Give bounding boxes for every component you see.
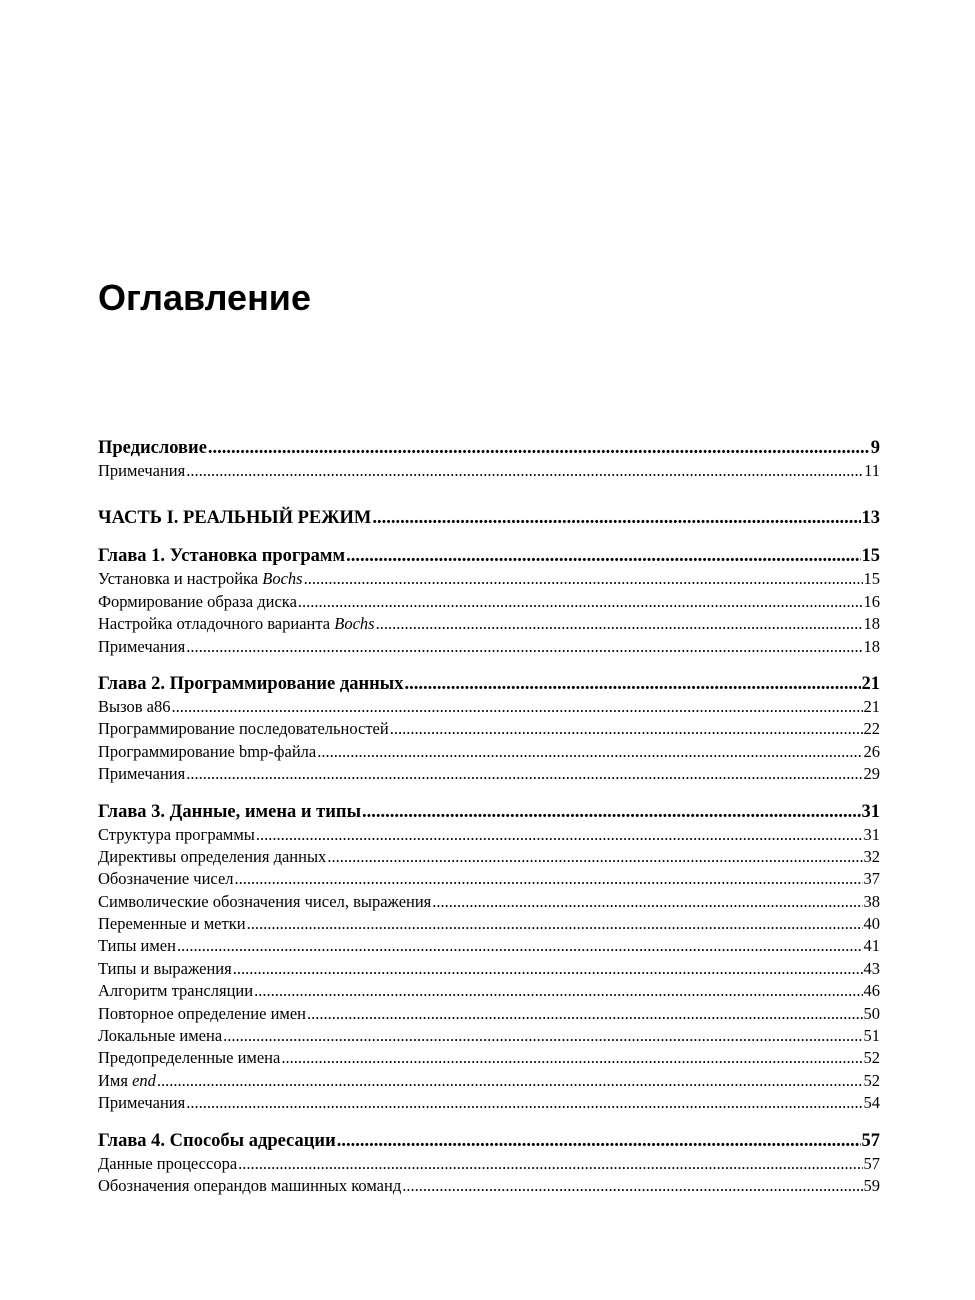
toc-entry-title-part: ЧАСТЬ I. РЕАЛЬНЫЙ РЕЖИМ bbox=[98, 508, 372, 529]
toc-entry-title-part: Переменные и метки bbox=[98, 914, 246, 934]
toc-entry-title bbox=[98, 591, 297, 613]
toc-page-number: 57 bbox=[863, 1153, 880, 1173]
toc-entry-title bbox=[98, 741, 316, 763]
toc-chapter-entry bbox=[98, 506, 880, 530]
toc-entry-title-part: Bochs bbox=[262, 569, 303, 589]
toc-entry-title bbox=[98, 763, 185, 785]
toc-leader-dots bbox=[186, 1092, 862, 1114]
toc-leader-dots bbox=[208, 436, 870, 460]
toc-entry-title-part: Локальные имена bbox=[98, 1026, 223, 1046]
toc-page-number: 51 bbox=[863, 1026, 880, 1046]
toc-entry-title-part: Предисловие bbox=[98, 438, 207, 458]
toc-section-entry bbox=[98, 913, 880, 935]
toc-leader-dots bbox=[186, 763, 862, 785]
toc-page-number: 57 bbox=[861, 1130, 880, 1151]
toc-leader-dots bbox=[157, 1070, 863, 1092]
toc-section-entry bbox=[98, 868, 880, 890]
toc-page-number: 13 bbox=[861, 508, 880, 529]
toc-leader-dots bbox=[327, 846, 862, 868]
toc-section-entry bbox=[98, 718, 880, 740]
toc-leader-dots bbox=[390, 718, 863, 740]
toc-entry-title-part: Структура программы bbox=[98, 824, 255, 844]
toc-page-number: 18 bbox=[863, 636, 880, 656]
toc-entry-title bbox=[98, 913, 246, 935]
toc-entry-title bbox=[98, 846, 326, 868]
toc-leader-dots bbox=[307, 1003, 862, 1025]
toc-entry-title bbox=[98, 1025, 222, 1047]
toc-entry-title bbox=[98, 1175, 401, 1197]
toc-leader-dots bbox=[298, 591, 863, 613]
toc-entry-title-part: Вызов a86 bbox=[98, 696, 171, 716]
toc-entry-title bbox=[98, 506, 371, 530]
toc-leader-dots bbox=[256, 824, 863, 846]
toc-leader-dots bbox=[362, 800, 860, 824]
toc-section-entry bbox=[98, 1070, 880, 1092]
toc-page-number: 15 bbox=[863, 569, 880, 589]
toc-page-number: 11 bbox=[864, 461, 880, 480]
toc-page-number: 15 bbox=[861, 546, 880, 567]
toc-leader-dots bbox=[402, 1175, 862, 1197]
toc-entry-title-part: end bbox=[132, 1070, 156, 1090]
toc-section-entry bbox=[98, 613, 880, 635]
toc-leader-dots bbox=[238, 1153, 862, 1175]
toc-entry-title-part: Программирование bmp-файла bbox=[98, 741, 317, 761]
toc-entry-title bbox=[98, 958, 232, 980]
toc-section-entry bbox=[98, 1047, 880, 1069]
toc-leader-dots bbox=[223, 1025, 862, 1047]
toc-leader-dots bbox=[172, 696, 863, 718]
toc-entry-title bbox=[98, 696, 171, 718]
toc-section-entry bbox=[98, 591, 880, 613]
toc-entry-title bbox=[98, 436, 207, 460]
toc-section-entry bbox=[98, 1025, 880, 1047]
toc-section-entry bbox=[98, 460, 880, 482]
toc-entry-title bbox=[98, 980, 253, 1002]
toc-entry-title bbox=[98, 1153, 237, 1175]
toc-leader-dots bbox=[317, 741, 862, 763]
toc-page-number: 9 bbox=[870, 438, 880, 458]
toc-chapter-entry bbox=[98, 436, 880, 460]
toc-section-entry bbox=[98, 741, 880, 763]
toc-entry-title-part: Типы и выражения bbox=[98, 958, 232, 978]
toc-page-number: 43 bbox=[863, 958, 880, 978]
toc-entry-title-part: Данные процессора bbox=[98, 1153, 238, 1173]
toc-entry-title bbox=[98, 935, 176, 957]
toc-entry-title bbox=[98, 672, 404, 696]
toc-section-entry bbox=[98, 824, 880, 846]
toc-section-entry bbox=[98, 1092, 880, 1114]
toc-leader-dots bbox=[432, 891, 862, 913]
toc-entry-title-part: Примечания bbox=[98, 1093, 186, 1113]
toc-leader-dots bbox=[372, 506, 860, 530]
toc-chapter-entry bbox=[98, 1129, 880, 1153]
toc-page-number: 50 bbox=[863, 1003, 880, 1023]
toc-section-entry bbox=[98, 958, 880, 980]
toc-entry-title bbox=[98, 800, 361, 824]
toc-section-entry bbox=[98, 1153, 880, 1175]
toc-page-number: 40 bbox=[863, 914, 880, 934]
toc-page-number: 54 bbox=[863, 1093, 880, 1113]
toc-entry-title-part: Примечания bbox=[98, 636, 186, 656]
toc-page-number: 21 bbox=[863, 696, 880, 716]
toc-entry-title-part: Глава 1. Установка программ bbox=[98, 546, 346, 567]
toc-entry-title bbox=[98, 1092, 185, 1114]
toc-leader-dots bbox=[304, 568, 863, 590]
toc-chapter-entry bbox=[98, 544, 880, 568]
toc-page-number: 59 bbox=[863, 1175, 880, 1195]
toc-entry-title bbox=[98, 891, 431, 913]
toc-entry-title-part: Алгоритм трансляции bbox=[98, 981, 254, 1001]
toc-entry-title-part: Глава 2. Программирование данных bbox=[98, 673, 404, 694]
toc-entry-title bbox=[98, 460, 185, 482]
toc-section-entry bbox=[98, 846, 880, 868]
toc-entry-title bbox=[98, 636, 185, 658]
toc-entry-title bbox=[98, 1129, 336, 1153]
toc-entry-title-part: Глава 4. Способы адресации bbox=[98, 1130, 336, 1151]
toc-entry-title bbox=[98, 1003, 306, 1025]
toc-section-entry bbox=[98, 636, 880, 658]
toc-section-entry bbox=[98, 980, 880, 1002]
toc-section-entry bbox=[98, 1003, 880, 1025]
toc-section-entry bbox=[98, 935, 880, 957]
toc-section-entry bbox=[98, 568, 880, 590]
toc-chapter-entry bbox=[98, 800, 880, 824]
toc-entry-title-part: Bochs bbox=[334, 614, 375, 634]
toc-entry-title bbox=[98, 544, 345, 568]
toc-page-number: 26 bbox=[863, 741, 880, 761]
toc-entry-title-part: Типы имен bbox=[98, 936, 176, 956]
toc-section-entry bbox=[98, 891, 880, 913]
toc-entry-title-part: Имя bbox=[98, 1070, 133, 1090]
toc-entry-title bbox=[98, 1070, 156, 1092]
toc-page-number: 32 bbox=[863, 846, 880, 866]
table-of-contents bbox=[98, 436, 880, 1197]
toc-entry-title-part: Повторное определение имен bbox=[98, 1003, 307, 1023]
toc-entry-title bbox=[98, 1047, 280, 1069]
toc-page-number: 31 bbox=[861, 801, 880, 822]
toc-leader-dots bbox=[281, 1047, 862, 1069]
toc-entry-title-part: Глава 3. Данные, имена и типы bbox=[98, 801, 362, 822]
toc-leader-dots bbox=[346, 544, 860, 568]
toc-entry-title-part: Программирование последовательностей bbox=[98, 719, 389, 739]
toc-entry-title bbox=[98, 824, 255, 846]
toc-page-number: 46 bbox=[863, 981, 880, 1001]
toc-leader-dots bbox=[177, 935, 863, 957]
toc-section-entry bbox=[98, 696, 880, 718]
toc-entry-title bbox=[98, 613, 375, 635]
toc-page-number: 16 bbox=[863, 591, 880, 611]
toc-entry-title bbox=[98, 718, 389, 740]
toc-page-number: 29 bbox=[863, 764, 880, 784]
toc-page-number: 52 bbox=[863, 1070, 880, 1090]
toc-page-number: 37 bbox=[863, 869, 880, 889]
toc-entry-title-part: Установка и настройка bbox=[98, 569, 263, 589]
toc-chapter-entry bbox=[98, 672, 880, 696]
toc-entry-title-part: Обозначение чисел bbox=[98, 869, 234, 889]
toc-entry-title-part: Примечания bbox=[98, 764, 186, 784]
toc-entry-title bbox=[98, 568, 303, 590]
toc-leader-dots bbox=[254, 980, 862, 1002]
toc-leader-dots bbox=[337, 1129, 861, 1153]
toc-entry-title-part: Предопределенные имена bbox=[98, 1048, 281, 1068]
toc-entry-title-part: Директивы определения данных bbox=[98, 846, 327, 866]
toc-page-number: 22 bbox=[863, 719, 880, 739]
toc-page-number: 41 bbox=[863, 936, 880, 956]
toc-page-number: 31 bbox=[863, 824, 880, 844]
toc-page-number: 38 bbox=[863, 891, 880, 911]
toc-leader-dots bbox=[376, 613, 863, 635]
toc-leader-dots bbox=[247, 913, 863, 935]
toc-entry-title bbox=[98, 868, 234, 890]
toc-leader-dots bbox=[186, 636, 862, 658]
toc-leader-dots bbox=[235, 868, 863, 890]
toc-entry-title-part: Обозначения операндов машинных команд bbox=[98, 1175, 402, 1195]
toc-section-entry bbox=[98, 763, 880, 785]
toc-leader-dots bbox=[186, 460, 863, 482]
toc-entry-title-part: Символические обозначения чисел, выражения bbox=[98, 891, 432, 911]
toc-page-number: 21 bbox=[861, 673, 880, 694]
toc-entry-title-part: Формирование образа диска bbox=[98, 591, 297, 611]
toc-page-number: 52 bbox=[863, 1048, 880, 1068]
toc-entry-title-part: Примечания bbox=[98, 461, 186, 480]
toc-section-entry bbox=[98, 1175, 880, 1197]
toc-page-number: 18 bbox=[863, 614, 880, 634]
toc-leader-dots bbox=[405, 672, 861, 696]
page-title: Оглавление bbox=[98, 277, 311, 318]
toc-leader-dots bbox=[233, 958, 863, 980]
toc-entry-title-part: Настройка отладочного варианта bbox=[98, 614, 335, 634]
